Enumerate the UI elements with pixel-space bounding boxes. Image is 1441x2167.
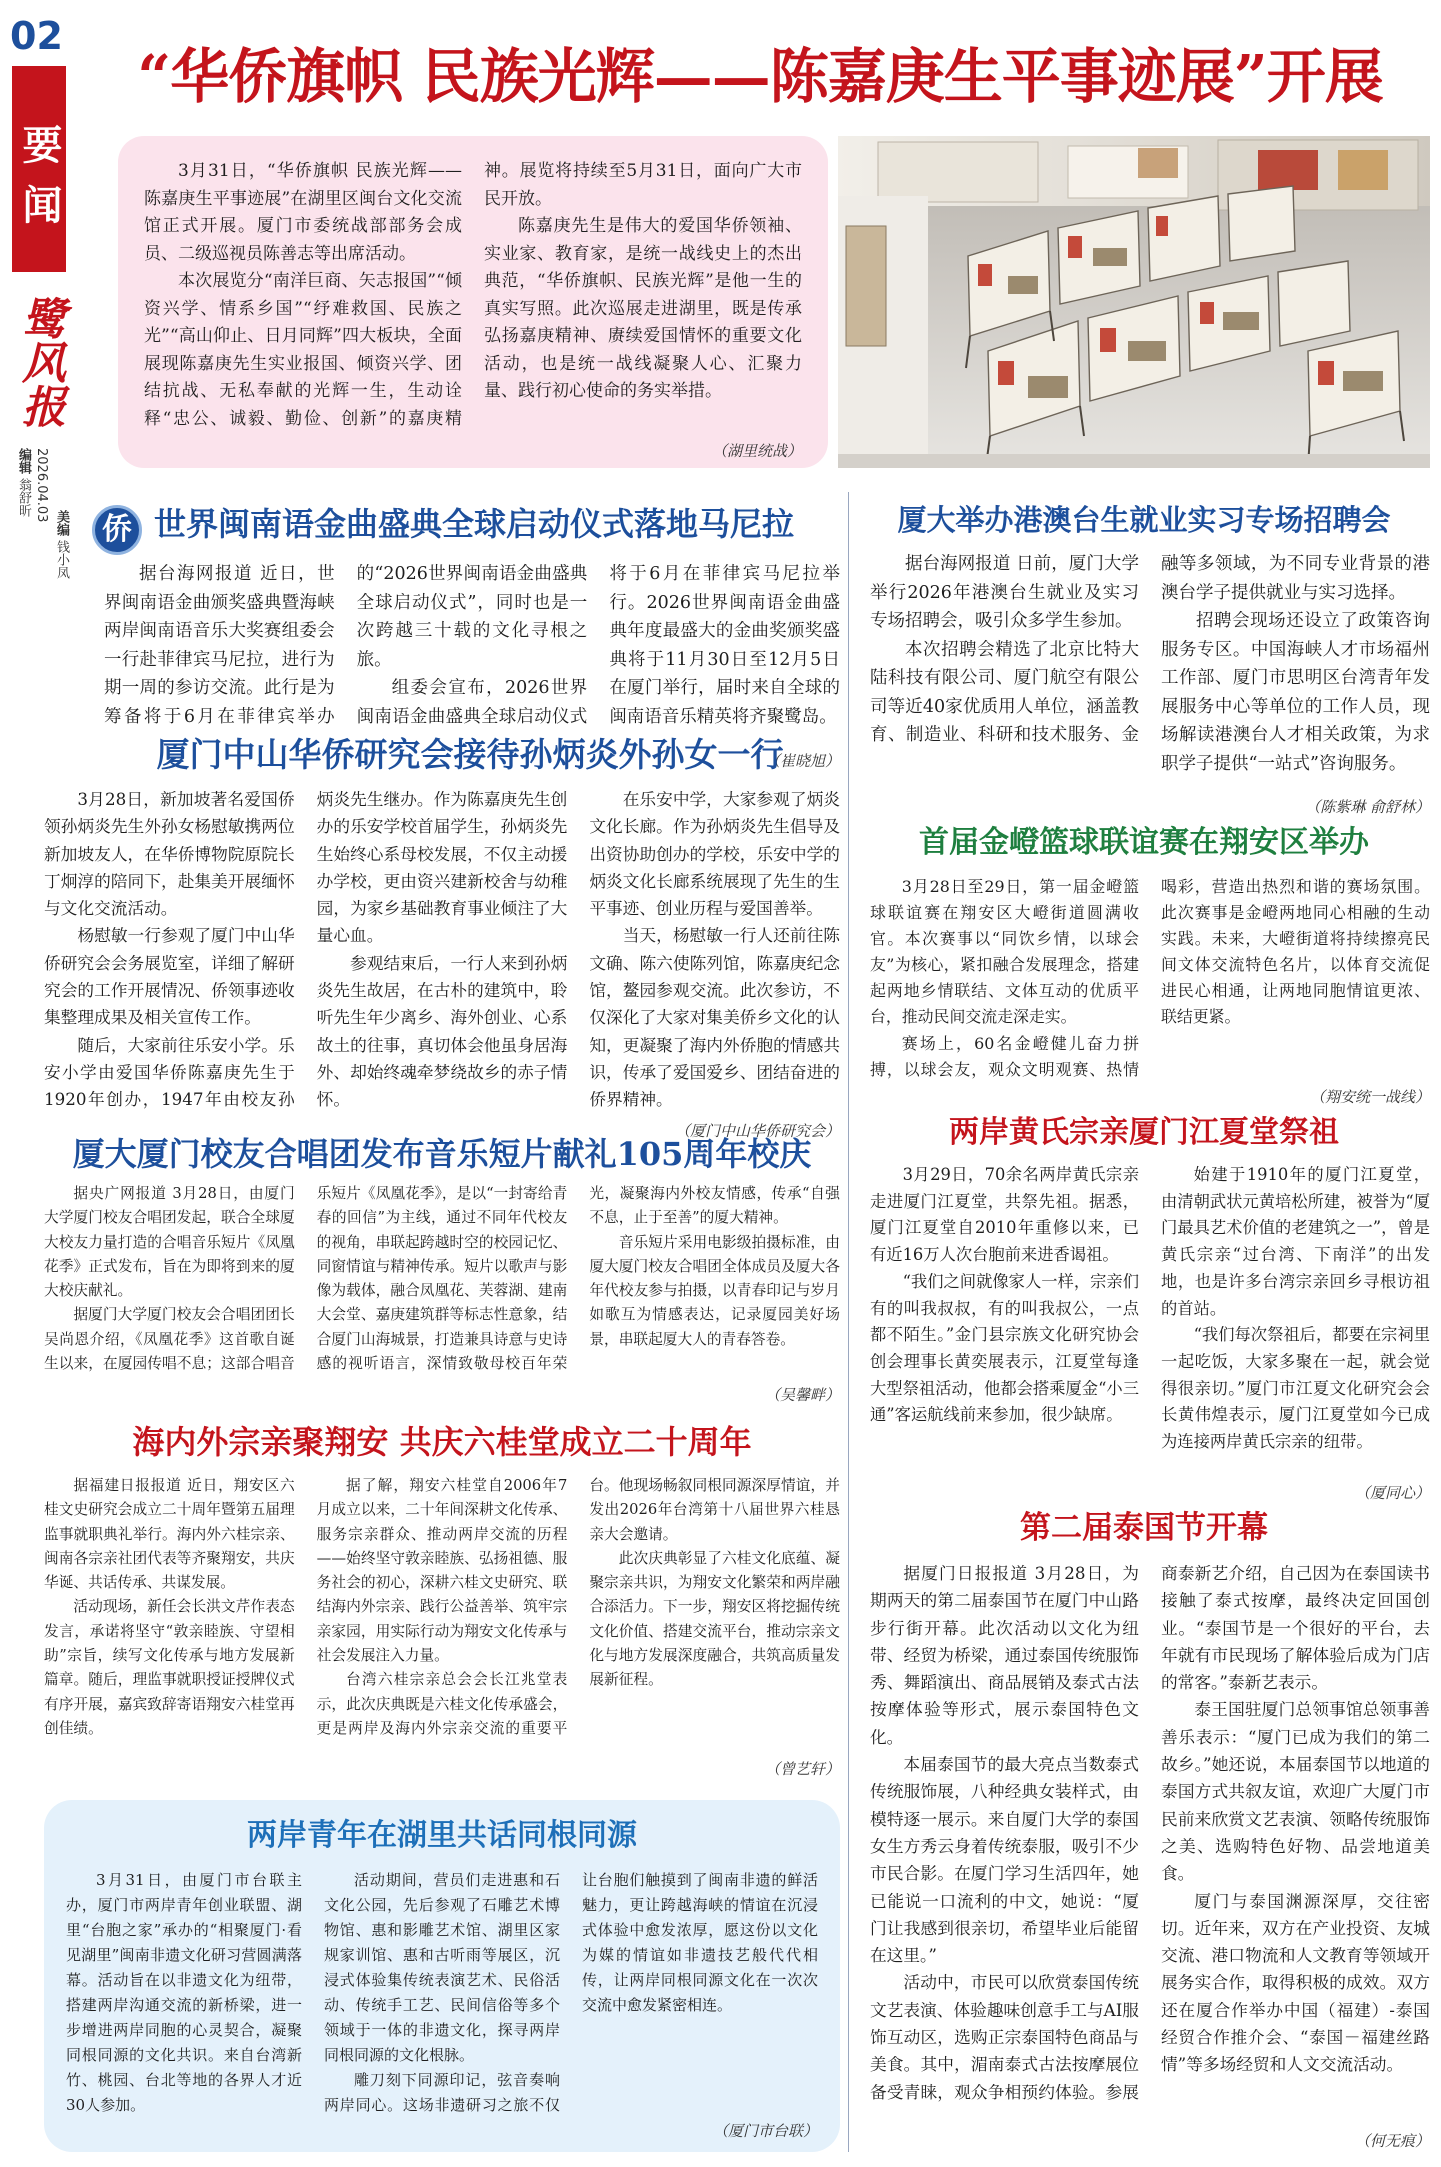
article-paragraph: 此次庆典彰显了六桂文化底蕴、凝聚宗亲共识，为翔安文化繁荣和两岸融合添活力。下一步，翔安区将挖掘传统文化价值、搭建交流平台，推动宗亲文化与地方发展深度融合，共筑高质量发展新征程。	[589, 1549, 840, 1689]
article-paragraph: 3月31日，由厦门市台联主办，厦门市两岸青年创业联盟、湖里“台胞之家”承办的“相聚厦门·看见湖里”闽南非遗文化研习营圆满落幕。活动旨在以非遗文化为纽带，搭建两岸沟通交流的新桥梁，进一步增进两岸同胞的心灵契合，凝聚同根同源的文化共识。来自台湾新竹、桃园、台北等地的各界人才近30人参加。	[66, 1871, 302, 2114]
article-paragraph: 据台海网报道 近日，世界闽南语金曲颁奖盛典暨海峡两岸闽南语音乐大奖赛组委会一行赴菲律宾马尼拉，进行为期一周的参访交流。此行是为筹备将于6月在菲律宾举办的“2026世界闽南语金曲盛典全球启动仪式”，同时也是一次跨越三十载的文化寻根之旅。	[104, 564, 588, 727]
article-paragraph: 本届泰国节的最大亮点当数泰式传统服饰展，八种经典女装样式，由模特逐一展示。来自厦门大学的泰国女生方秀云身着传统泰服，吸引不少市民合影。在厦门学习生活四年，她已能说一口流利的中文，她说：“厦门让我感到很亲切，希望毕业后能留在这里。”	[870, 1754, 1139, 1966]
article-body	[870, 874, 1430, 1110]
article-paragraph: 活动期间，营员们走进惠和石文化公园，先后参观了石雕艺术博物馆、惠和影雕艺术馆、湖里区家规家训馆、惠和古听雨等展区，沉浸式体验集传统表演艺术、民俗活动、传统手工艺、民间信俗等多个领域于一体的非遗文化，探寻两岸同根同源的文化根脉。	[324, 1871, 560, 2064]
article-paragraph: 杨慰敏一行参观了厦门中山华侨研究会会务展览室，详细了解研究会的工作开展情况、侨领事迹收集整理成果及相关宣传工作。	[44, 925, 295, 1028]
article-title: 两岸青年在湖里共话同根同源	[247, 1818, 637, 1853]
article-body	[870, 550, 1430, 822]
article-paragraph: 随后，大家前往乐安小学。乐安小学由爱国华侨陈嘉庚先生于1920年创办，1947年由校友孙炳炎先生继办。作为陈嘉庚先生创办的乐安学校首届学生，孙炳炎先生始终心系母校发展，不仅主动援办学校，更由资兴建新校舍与幼稚园，为家乡基础教育事业倾注了大量心血。	[44, 789, 568, 1110]
designer-name: 钱小凤	[54, 540, 69, 580]
article-paragraph: 厦门与泰国渊源深厚，交往密切。近年来，双方在产业投资、友城交流、港口物流和人文教育等领域开展务实合作，取得积极的成效。双方还在厦合作举办中国（福建）-泰国经贸合作推介会、“泰国－福建丝路情”等多场经贸和人文交流活动。	[1161, 1890, 1430, 2075]
article-paragraph: 台湾六桂宗亲总会会长江兆堂表示，此次庆典既是六桂文化传承盛会，更是两岸及海内外宗亲交流的重要平台。他现场畅叙同根同源深厚情谊，并发出2026年台湾第十八届世界六桂恳亲大会邀请。	[316, 1477, 840, 1737]
article-title: 世界闽南语金曲盛典全球启动仪式落地马尼拉	[154, 505, 795, 543]
article-paragraph: 3月29日，70余名两岸黄氏宗亲走进厦门江夏堂，共祭先祖。据悉，厦门江夏堂自2010年重修以来，已有近16万人次台胞前来进香谒祖。	[870, 1165, 1139, 1265]
editor-name: 翁舒昕	[16, 478, 31, 518]
article-body	[44, 1182, 840, 1412]
article-title: 第二届泰国节开幕	[1020, 1510, 1268, 1546]
article-body	[870, 1560, 1430, 2156]
designer-label: 美编	[54, 510, 69, 536]
article-credit: （吴馨畔）	[764, 1386, 840, 1404]
lead-credit: （湖里统战）	[711, 442, 802, 460]
article-paragraph: 招聘会现场还设立了政策咨询服务专区。中国海峡人才市场福州工作部、厦门市思明区台湾青年发展服务中心等单位的工作人员，现场解读港澳台人才相关政策，为求职学子提供“一站式”咨询服务。	[1161, 611, 1430, 774]
article-credit: （厦门市台联）	[712, 2122, 818, 2140]
article-paragraph: 本次招聘会精选了北京比特大陆科技有限公司、厦门航空有限公司等近40家优质用人单位，涵盖教育、制造业、科研和技术服务、金融等多领域，为不同专业背景的港澳台学子提供就业与实习选择。	[870, 554, 1430, 745]
article-badge	[92, 505, 142, 555]
article-paragraph: 始建于1910年的厦门江夏堂，由清朝武状元黄培松所建，被誉为“厦门最具艺术价值的老建筑之一”，曾是黄氏宗亲“过台湾、下南洋”的出发地，也是许多台湾宗亲回乡寻根访祖的首站。	[1161, 1165, 1430, 1318]
editor-credit	[14, 448, 32, 517]
article-credit: （陈紫琳 俞舒林）	[1305, 798, 1430, 816]
article-title: 厦门中山华侨研究会接待孙炳炎外孙女一行	[156, 735, 784, 774]
designer-credit	[52, 510, 70, 579]
lead-paragraph: 3月31日，“华侨旗帜 民族光辉——陈嘉庚生平事迹展”在湖里区闽台文化交流馆正式开展。厦门市委统战部部务会成员、二级巡视员陈善志等出席活动。	[144, 161, 462, 264]
paper-name-logo: 鹭风报	[14, 296, 65, 428]
article-body	[44, 1474, 840, 1784]
article-paragraph: 据厦门大学厦门校友会合唱团团长吴尚恩介绍，《凤凰花季》这首歌自诞生以来，在厦园传唱不息；这部合唱音乐短片《凤凰花季》，是以“一封寄给青春的回信”为主线，通过不同年代校友的视角，串联起跨越时空的校园记忆、同窗情谊与精神传承。短片以歌声与影像为载体，融合凤凰花、芙蓉湖、建南大会堂、嘉庚建筑群等标志性意象，结合厦门山海城景，打造兼具诗意与史诗感的视听语言，深情致敬母校百年荣光，凝聚海内外校友情感，传承“自强不息，止于至善”的厦大精神。	[44, 1185, 840, 1373]
article-body	[44, 786, 840, 1148]
issue-date: 2026.04.03	[34, 448, 49, 523]
article-paragraph: 据了解，翔安六桂堂自2006年7月成立以来，二十年间深耕文化传承、服务宗亲群众、推动两岸交流的历程——始终坚守敦亲睦族、弘扬祖德、服务社会的初心，深耕六桂文史研究、联结海内外宗亲、践行公益善举、筑牢宗亲家园，用实际行动为翔安文化传承与社会发展注入力量。	[316, 1477, 568, 1665]
column-divider	[848, 492, 849, 2152]
article-credit: （曾艺轩）	[764, 1760, 840, 1778]
article-paragraph: 音乐短片采用电影级拍摄标准，由厦大厦门校友合唱团全体成员及厦大各年代校友参与拍摄，以青春印记与岁月如歌互为情感表达，记录厦园美好场景，串联起厦大人的青春答卷。	[589, 1233, 840, 1348]
article-title: 厦大厦门校友合唱团发布音乐短片献礼105周年校庆	[72, 1135, 812, 1173]
lead-paragraph: 本次展览分“南洋巨商、矢志报国”“倾资兴学、情系乡国”“纾难救国、民族之光”“高山仰止、日月同辉”四大板块，全面展现陈嘉庚先生实业报国、倾资兴学、团结抗战、无私奉献的光辉一生，生动诠释“忠公、诚毅、勤俭、创新”的嘉庚精神。展览将持续至5月31日，面向广大市民开放。	[144, 161, 802, 429]
article-paragraph: 据厦门日报报道 3月28日，为期两天的第二届泰国节在厦门中山路步行街开幕。此次活动以文化为纽带、经贸为桥梁，通过泰国传统服饰秀、舞蹈演出、商品展销及泰式古法按摩体验等形式，展示泰国特色文化。	[870, 1563, 1139, 1747]
article-paragraph: 活动中，市民可以欣赏泰国传统文艺表演、体验趣味创意手工与AI服饰互动区，选购正宗泰国特色商品与美食。其中，湄南泰式古法按摩展位备受青睐，观众争相预约体验。参展商泰新艺介绍，自己因为在泰国读书接触了泰式按摩，最终决定回国创业。“泰国节是一个很好的平台，去年就有市民现场了解体验后成为门店的常客。”泰新艺表示。	[870, 1563, 1430, 2102]
article-paragraph: “我们每次祭祖后，都要在宗祠里一起吃饭，大家多聚在一起，就会觉得很亲切。”厦门市江夏文化研究会会长黄伟煌表示，厦门江夏堂如今已成为连接两岸黄氏宗亲的纽带。	[1161, 1325, 1430, 1452]
exhibition-photo	[838, 136, 1430, 468]
article-credit: （何无痕）	[1354, 2132, 1430, 2150]
article-credit: （厦门中山华侨研究会）	[674, 1122, 840, 1140]
article-credit: （翔安统一战线）	[1309, 1088, 1430, 1106]
article-paragraph: 雕刀刻下同源印记，弦音奏响两岸同心。这场非遗研习之旅不仅让台胞们触摸到了闽南非遗的鲜活魅力，更让跨越海峡的情谊在沉浸式体验中愈发浓厚，愿这份以文化为媒的情谊如非遗技艺般代代相传，让两岸同根同源文化在一次次交流中愈发紧密相连。	[324, 1871, 818, 2114]
article-paragraph: 据央广网报道 3月28日，由厦门大学厦门校友合唱团发起，联合全球厦大校友力量打造的合唱音乐短片《凤凰花季》正式发布，旨在为即将到来的厦大校庆献礼。	[44, 1185, 295, 1300]
article-paragraph: 据台海网报道 日前，厦门大学举行2026年港澳台生就业及实习专场招聘会，吸引众多学生参加。	[870, 554, 1139, 631]
page-number: 02	[10, 14, 63, 58]
featured-box	[44, 1800, 840, 2152]
editor-label: 编辑	[16, 448, 31, 474]
article-credit: （崔晓旭）	[764, 752, 840, 770]
article-title: 厦大举办港澳台生就业实习专场招聘会	[897, 503, 1391, 537]
lead-paragraph: 陈嘉庚先生是伟大的爱国华侨领袖、实业家、教育家，是统一战线史上的杰出典范，“华侨旗帜、民族光辉”是他一生的真实写照。此次巡展走进湖里，既是传承弘扬嘉庚精神、赓续爱国情怀的重要文化活动，也是统一战线凝聚人心、汇聚力量、践行初心使命的务实举措。	[484, 216, 802, 401]
article-paragraph: 当天，杨慰敏一行人还前往陈文确、陈六使陈列馆，陈嘉庚纪念馆，鳌园参观交流。此次参访，不仅深化了大家对集美侨乡文化的认知，更凝聚了海内外侨胞的情感共识，传承了爱国爱乡、团结奋进的侨界精神。	[589, 925, 840, 1110]
article-paragraph: 3月28日，新加坡著名爱国侨领孙炳炎先生外孙女杨慰敏携两位新加坡友人，在华侨博物院原院长丁炯淳的陪同下，赴集美开展缅怀与文化交流活动。	[44, 789, 295, 919]
article-paragraph: 活动现场，新任会长洪文芹作表态发言，承诺将坚守“敦亲睦族、守望相助”宗旨，续写文化传承与地方发展新篇章。随后，理监事就职授证授牌仪式有序开展，嘉宾致辞寄语翔安六桂堂再创佳绩。	[44, 1598, 295, 1737]
article-title: 首届金嶝篮球联谊赛在翔安区举办	[919, 825, 1369, 860]
section-label: 要闻	[12, 66, 66, 272]
article-paragraph: 据福建日报报道 近日，翔安区六桂文史研究会成立二十周年暨第五届理监事就职典礼举行。海内外六桂宗亲、闽南各宗亲社团代表等齐聚翔安，共庆华诞、共话传承、共谋发展。	[44, 1477, 295, 1592]
article-paragraph: 泰王国驻厦门总领事馆总领事善善乐表示：“厦门已成为我们的第二故乡。”她还说，本届泰国节以地道的泰国方式共叙友谊，欢迎广大厦门市民前来欣赏文艺表演、领略传统服饰之美、选购特色好物、品尝地道美食。	[1161, 1699, 1430, 1884]
lead-article	[118, 136, 828, 468]
badge-label: 侨	[102, 512, 132, 547]
article-paragraph: “我们之间就像家人一样，宗亲们有的叫我叔叔，有的叫我叔公，一点都不陌生。”金门县宗族文化研究协会创会理事长黄奕展表示，江夏堂每逢大型祭祖活动，他都会搭乘厦金“小三通”客运航线前来参加，很少缺席。	[870, 1271, 1139, 1425]
article-paragraph: 3月28日至29日，第一届金嶝篮球联谊赛在翔安区大嶝街道圆满收官。本次赛事以“同饮乡情，以球会友”为核心，紧扣融合发展理念，搭建起两地乡情联结、文体互动的优质平台，推动民间交流走深走实。	[870, 877, 1139, 1027]
article-body	[870, 1162, 1430, 1508]
page-headline: “华侨旗帜 民族光辉——陈嘉庚生平事迹展”开展	[137, 42, 1383, 111]
article-title: 两岸黄氏宗亲厦门江夏堂祭祖	[949, 1115, 1339, 1150]
article-title: 海内外宗亲聚翔安 共庆六桂堂成立二十周年	[132, 1423, 752, 1461]
article-paragraph: 在乐安中学，大家参观了炳炎文化长廊。作为孙炳炎先生倡导及出资协助创办的学校，乐安中学的炳炎文化长廊系统展现了先生的生平事迹、创业历程与爱国善举。	[589, 789, 840, 919]
article-paragraph: 赛场上，60名金嶝健儿奋力拼搏，以球会友，观众文明观赛、热情喝彩，营造出热烈和谐的赛场氛围。此次赛事是金嶝两地同心相融的生动实践。未来，大嶝街道将持续擦亮民间文体交流特色名片，以体育交流促进民心相通，让两地同胞情谊更浓、联结更紧。	[870, 877, 1430, 1079]
article-paragraph: 参观结束后，一行人来到孙炳炎先生故居，在古朴的建筑中，聆听先生年少离乡、海外创业、心系故土的往事，真切体会他虽身居海外、却始终魂牵梦绕故乡的赤子情怀。	[316, 952, 568, 1110]
article-credit: （厦同心）	[1354, 1484, 1430, 1502]
exhibition-hall-illustration	[838, 136, 1430, 468]
article-paragraph: 组委会宣布，2026世界闽南语金曲盛典全球启动仪式将于6月在菲律宾马尼拉举行。2026世界闽南语金曲盛典年度最盛大的金曲奖颁奖盛典将于11月30日至12月5日在厦门举行，届时来自全球的闽南语音乐精英将齐聚鹭岛。	[356, 564, 840, 727]
